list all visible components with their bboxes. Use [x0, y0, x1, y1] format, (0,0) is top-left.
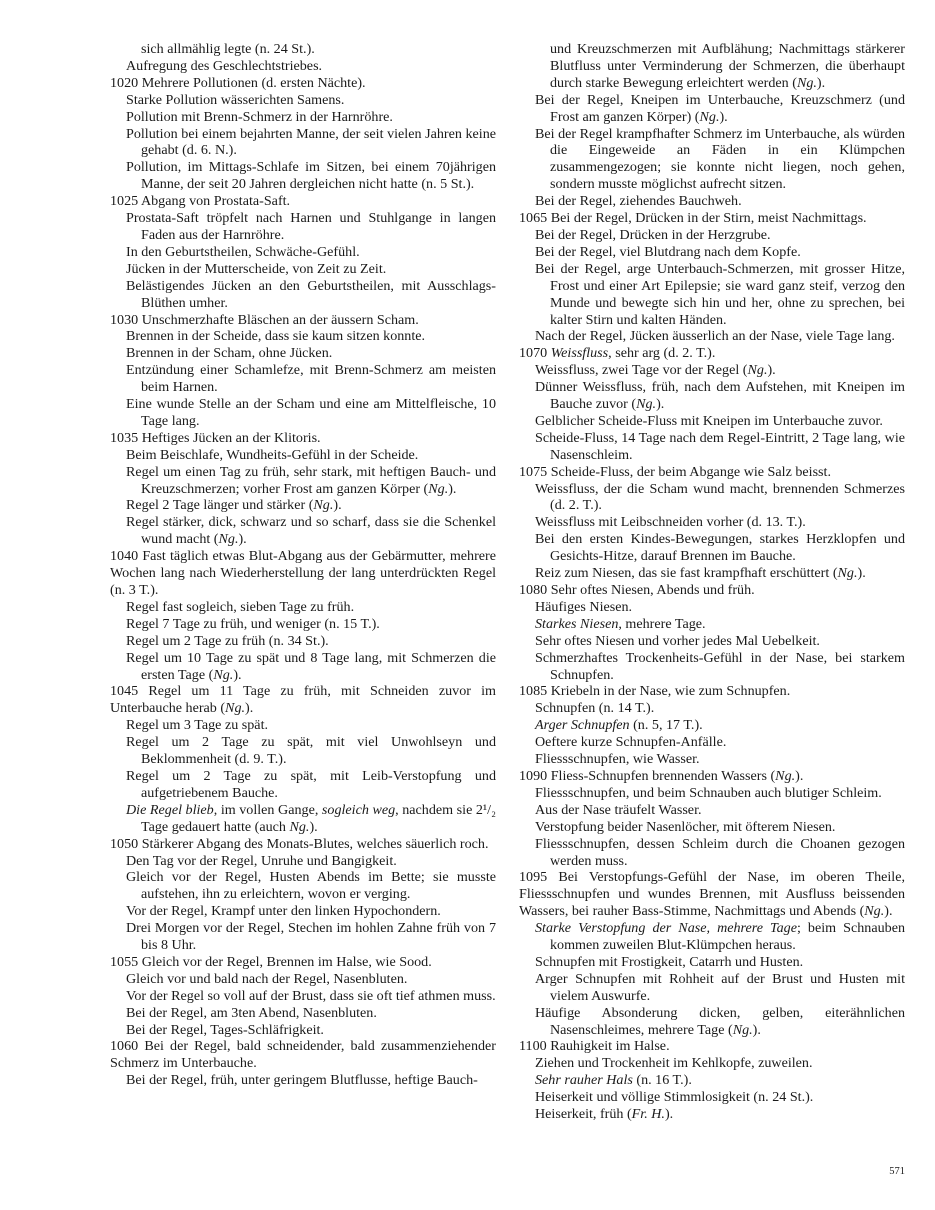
- entry-text: In den Geburtstheilen, Schwäche-Gefühl.: [126, 243, 360, 260]
- entry-number: 1060: [110, 1038, 139, 1055]
- entry-number: 1040: [110, 548, 139, 565]
- entry-text: Vor der Regel, Krampf unter den linken Hypochondern.: [126, 903, 441, 920]
- entry-text: Schnupfen (n. 14 T.).: [535, 700, 655, 717]
- entry-text: Heiserkeit, früh (Fr. H.).: [535, 1106, 674, 1123]
- entry: [110, 971, 496, 988]
- entry: [110, 362, 496, 396]
- entry: [519, 785, 905, 802]
- entry: [519, 1005, 905, 1039]
- entry: [110, 768, 496, 802]
- entry-number: 1070: [519, 345, 548, 362]
- entry: [519, 362, 905, 379]
- entry: [110, 1072, 496, 1089]
- entry: [519, 819, 905, 836]
- entry: [110, 126, 496, 160]
- entry: [110, 464, 496, 498]
- entry: [110, 650, 496, 684]
- entry-number: 1085: [519, 683, 548, 700]
- entry-text: Bei der Regel, Drücken in der Stirn, meist Nachmittags.: [550, 210, 867, 227]
- entry-text: Starke Verstopfung der Nase, mehrere Tage; beim Schnauben kommen zuweilen Blut-Klümpchen heraus.: [535, 920, 906, 954]
- entry-text: Regel um 2 Tage zu spät, mit Leib-Verstopfung und aufgetriebenem Bauche.: [126, 767, 496, 801]
- entry-text: Weissfluss, zwei Tage vor der Regel (Ng.).: [535, 362, 776, 379]
- numbered-entry: [110, 683, 496, 717]
- entry: [110, 869, 496, 903]
- entry-text: Bei Verstopfungs-Gefühl der Nase, im oberen Theile, Fliessschnupfen und wundes Brennen, mit Ausfluss beissenden Wassers, bei rauher Bass-Stimme, Nachmittags und Abends (Ng.).: [519, 869, 905, 920]
- numbered-entry: [110, 193, 496, 210]
- entry: [519, 261, 905, 329]
- entry: [110, 920, 496, 954]
- entry-text: Stärkerer Abgang des Monats-Blutes, welches säuerlich roch.: [141, 835, 489, 852]
- numbered-entry: [110, 75, 496, 92]
- entry: [519, 379, 905, 413]
- entry: [110, 802, 496, 836]
- entry-text: Regel fast sogleich, sieben Tage zu früh.: [126, 598, 355, 615]
- left-column: [110, 41, 496, 1089]
- entry: [519, 1106, 905, 1123]
- entry-text: Vor der Regel so voll auf der Brust, dass sie oft tief athmen muss.: [126, 987, 496, 1004]
- numbered-entry: [519, 345, 905, 362]
- entry: [519, 481, 905, 515]
- entry-text: Regel um 11 Tage zu früh, mit Schneiden zuvor im Unterbauche herab (Ng.).: [110, 683, 496, 717]
- entry-text: Bei der Regel, bald schneidender, bald zusammenziehender Schmerz im Unterbauche.: [110, 1038, 496, 1072]
- entry-text: Brennen in der Scham, ohne Jücken.: [126, 345, 333, 362]
- entry-text: Beim Beischlafe, Wundheits-Gefühl in der Scheide.: [126, 446, 419, 463]
- entry: [519, 92, 905, 126]
- entry: [519, 1072, 905, 1089]
- entry: [519, 1089, 905, 1106]
- entry-number: 1035: [110, 429, 139, 446]
- entry-text: Fliessschnupfen, und beim Schnauben auch blutiger Schleim.: [535, 784, 882, 801]
- entry: [110, 345, 496, 362]
- entry: [110, 109, 496, 126]
- entry: [519, 41, 905, 92]
- entry: [110, 159, 496, 193]
- entry-text: Arger Schnupfen (n. 5, 17 T.).: [535, 717, 703, 734]
- entry-text: Regel um 2 Tage zu früh (n. 34 St.).: [126, 632, 329, 649]
- entry: [110, 58, 496, 75]
- entry-text: Sehr oftes Niesen und vorher jedes Mal Uebelkeit.: [535, 632, 820, 649]
- entry: [110, 261, 496, 278]
- entry-text: Bei der Regel, arge Unterbauch-Schmerzen, mit grosser Hitze, Frost und einer Art Epilepsie; sie ward ganz steif, verzog den Munde und bewegte sich hin und her, ohne zu sprechen, bei kalter Stirn und kalten Händen.: [535, 260, 905, 328]
- entry-text: Nach der Regel, Jücken äusserlich an der Nase, viele Tage lang.: [535, 328, 895, 345]
- numbered-entry: [110, 954, 496, 971]
- entry-text: Pollution bei einem bejahrten Manne, der seit vielen Jahren keine gehabt (d. 6. N.).: [126, 125, 496, 159]
- entry-text: Schnupfen mit Frostigkeit, Catarrh und Husten.: [535, 953, 804, 970]
- numbered-entry: [519, 582, 905, 599]
- entry: [110, 1005, 496, 1022]
- entry-text: Dünner Weissfluss, früh, nach dem Aufstehen, mit Kneipen im Bauche zuvor (Ng.).: [535, 379, 905, 413]
- entry-text: Gleich vor und bald nach der Regel, Nasenbluten.: [126, 970, 408, 987]
- entry-text: Heftiges Jücken an der Klitoris.: [141, 429, 321, 446]
- entry-text: Eine wunde Stelle an der Scham und eine am Mittelfleische, 10 Tage lang.: [126, 396, 496, 429]
- entry-number: 1045: [110, 683, 139, 700]
- entry-text: Bei der Regel krampfhafter Schmerz im Unterbauche, als würden die Eingeweide an Fäden in ein Klümpchen zusammengezogen; sie konnte nicht liegen, noch gehen, sondern musste möglichst aufrecht sitzen.: [535, 125, 905, 193]
- entry-text: Fliessschnupfen, dessen Schleim durch die Choanen gezogen werden muss.: [535, 835, 905, 869]
- entry-text: Pollution, im Mittags-Schlafe im Sitzen, bei einem 70jährigen Manne, der seit 20 Jahren dergleichen nicht hatte (n. 5 St.).: [126, 159, 496, 193]
- entry: [519, 717, 905, 734]
- entry-text: Fliessschnupfen, wie Wasser.: [535, 751, 700, 768]
- entry: [110, 903, 496, 920]
- entry: [519, 430, 905, 464]
- entry-text: Bei der Regel, viel Blutdrang nach dem Kopfe.: [535, 243, 801, 260]
- numbered-entry: [110, 312, 496, 329]
- entry-text: Mehrere Pollutionen (d. ersten Nächte).: [141, 74, 366, 91]
- entry: [110, 514, 496, 548]
- entry-text: Häufige Absonderung dicken, gelben, eiterähnlichen Nasenschleimes, mehrere Tage (Ng.).: [535, 1004, 905, 1038]
- entry-text: Starkes Niesen, mehrere Tage.: [535, 615, 706, 632]
- entry-text: Fliess-Schnupfen brennenden Wassers (Ng.).: [550, 767, 804, 784]
- numbered-entry: [519, 464, 905, 481]
- entry-text: Heiserkeit und völlige Stimmlosigkeit (n. 24 St.).: [535, 1089, 814, 1106]
- entry-text: Reiz zum Niesen, das sie fast krampfhaft erschüttert (Ng.).: [535, 565, 866, 582]
- page-number: 571: [889, 1166, 905, 1177]
- entry: [110, 396, 496, 430]
- entry-number: 1020: [110, 74, 139, 91]
- entry-text: Jücken in der Mutterscheide, von Zeit zu Zeit.: [126, 260, 387, 277]
- entry: [110, 328, 496, 345]
- entry-text: Scheide-Fluss, 14 Tage nach dem Regel-Eintritt, 2 Tage lang, wie Nasenschleim.: [535, 429, 905, 463]
- entry-text: Bei der Regel, Kneipen im Unterbauche, Kreuzschmerz (und Frost am ganzen Körper) (Ng.).: [535, 91, 905, 125]
- entry-text: Unschmerzhafte Bläschen an der äussern Scham.: [141, 311, 419, 328]
- entry-text: Bei der Regel, früh, unter geringem Blutflusse, heftige Bauch-: [126, 1072, 478, 1089]
- entry: [519, 616, 905, 633]
- numbered-entry: [519, 683, 905, 700]
- entry: [110, 447, 496, 464]
- entry-text: Die Regel blieb, im vollen Gange, sogleich weg, nachdem sie 2¹/₂ Tage gedauert hatte (auch Ng.).: [126, 801, 496, 835]
- entry-text: Bei den ersten Kindes-Bewegungen, starkes Herzklopfen und Gesichts-Hitze, darauf Brennen im Bauche.: [535, 531, 905, 565]
- entry: [519, 413, 905, 430]
- entry: [519, 836, 905, 870]
- entry: [110, 41, 496, 58]
- entry-number: 1055: [110, 953, 139, 970]
- entry: [519, 650, 905, 684]
- entry-number: 1050: [110, 835, 139, 852]
- entry: [519, 328, 905, 345]
- entry: [519, 920, 905, 954]
- entry: [110, 244, 496, 261]
- entry-text: Sehr oftes Niesen, Abends und früh.: [550, 582, 755, 598]
- entry-text: Aus der Nase träufelt Wasser.: [535, 801, 702, 818]
- numbered-entry: [519, 1038, 905, 1055]
- entry-text: Bei der Regel, Drücken in der Herzgrube.: [535, 226, 771, 243]
- entry-text: Schmerzhaftes Trockenheits-Gefühl in der Nase, bei starkem Schnupfen.: [535, 649, 905, 683]
- entry-number: 1100: [519, 1038, 547, 1055]
- entry: [110, 633, 496, 650]
- entry-text: Regel 7 Tage zu früh, und weniger (n. 15 T.).: [126, 615, 380, 632]
- entry-text: Arger Schnupfen mit Rohheit auf der Brust und Husten mit vielem Auswurfe.: [535, 970, 905, 1004]
- entry-text: Fast täglich etwas Blut-Abgang aus der Gebärmutter, mehrere Wochen lang nach Wiederherstellung der lang unterdrückten Regel (n. 3 T.).: [110, 548, 496, 598]
- entry-text: Regel 2 Tage länger und stärker (Ng.).: [126, 497, 342, 514]
- numbered-entry: [110, 1038, 496, 1072]
- entry-text: Weissfluss, sehr arg (d. 2. T.).: [550, 345, 716, 362]
- entry-text: Weissfluss, der die Scham wund macht, brennenden Schmerzes (d. 2. T.).: [535, 480, 905, 514]
- entry: [110, 616, 496, 633]
- entry-text: Häufiges Niesen.: [535, 598, 633, 615]
- entry: [519, 244, 905, 261]
- entry-text: Regel stärker, dick, schwarz und so scharf, dass sie die Schenkel wund macht (Ng.).: [126, 514, 496, 548]
- entry-text: Prostata-Saft tröpfelt nach Harnen und Stuhlgange in langen Faden aus der Harnröhre.: [126, 210, 496, 243]
- entry-number: 1075: [519, 463, 548, 480]
- entry-number: 1090: [519, 767, 548, 784]
- entry: [110, 734, 496, 768]
- entry: [519, 1055, 905, 1072]
- entry-number: 1025: [110, 193, 139, 210]
- entry-number: 1065: [519, 210, 548, 227]
- entry: [519, 531, 905, 565]
- entry-text: Bei der Regel, Tages-Schläfrigkeit.: [126, 1021, 324, 1038]
- numbered-entry: [519, 869, 905, 920]
- entry-number: 1080: [519, 582, 548, 598]
- entry-text: Rauhigkeit im Halse.: [550, 1038, 670, 1055]
- entry: [519, 514, 905, 531]
- entry: [110, 497, 496, 514]
- entry-text: Gelblicher Scheide-Fluss mit Kneipen im Unterbauche zuvor.: [535, 412, 883, 429]
- entry-text: Weissfluss mit Leibschneiden vorher (d. 13. T.).: [535, 514, 806, 531]
- numbered-entry: [110, 548, 496, 599]
- entry-text: Sehr rauher Hals (n. 16 T.).: [535, 1072, 692, 1089]
- entry-number: 1030: [110, 311, 139, 328]
- entry-text: Brennen in der Scheide, dass sie kaum sitzen konnte.: [126, 328, 426, 345]
- entry: [110, 210, 496, 244]
- entry: [110, 278, 496, 312]
- entry: [110, 92, 496, 109]
- entry: [519, 971, 905, 1005]
- entry-text: Oeftere kurze Schnupfen-Anfälle.: [535, 734, 727, 751]
- entry-text: Drei Morgen vor der Regel, Stechen im hohlen Zahne früh von 7 bis 8 Uhr.: [126, 920, 496, 954]
- entry-text: Belästigendes Jücken an den Geburtstheilen, mit Ausschlags-Blüthen umher.: [126, 277, 496, 311]
- entry-text: Ziehen und Trockenheit im Kehlkopfe, zuweilen.: [535, 1055, 813, 1072]
- entry-text: Regel um 2 Tage zu spät, mit viel Unwohlseyn und Beklommenheit (d. 9. T.).: [126, 734, 496, 768]
- entry-text: Regel um einen Tag zu früh, sehr stark, mit heftigen Bauch- und Kreuzschmerzen; vorher Frost am ganzen Körper (Ng.).: [126, 463, 496, 497]
- entry-text: Den Tag vor der Regel, Unruhe und Bangigkeit.: [126, 852, 397, 869]
- entry-text: Regel um 3 Tage zu spät.: [126, 717, 269, 734]
- entry: [110, 717, 496, 734]
- right-column: [519, 41, 905, 1123]
- entry-text: Abgang von Prostata-Saft.: [140, 193, 291, 210]
- entry: [519, 565, 905, 582]
- entry-text: und Kreuzschmerzen mit Aufblähung; Nachmittags stärkerer Blutfluss unter Verminderung der Schmerzen, die überhaupt durch starke Bewegung erleichtert werden (Ng.).: [550, 41, 905, 91]
- entry-text: Gleich vor der Regel, Husten Abends im Bette; sie musste aufstehen, ihn zu erleichtern, wovon er verging.: [126, 869, 496, 903]
- entry-text: Starke Pollution wässerichten Samens.: [126, 91, 345, 108]
- entry-number: 1095: [519, 869, 548, 886]
- numbered-entry: [110, 836, 496, 853]
- entry-text: Bei der Regel, ziehendes Bauchweh.: [535, 193, 742, 210]
- entry: [519, 700, 905, 717]
- entry: [519, 802, 905, 819]
- entry: [110, 1022, 496, 1039]
- entry: [519, 599, 905, 616]
- numbered-entry: [519, 768, 905, 785]
- entry: [519, 954, 905, 971]
- entry-text: Gleich vor der Regel, Brennen im Halse, wie Sood.: [141, 953, 432, 970]
- entry: [110, 599, 496, 616]
- entry-text: Regel um 10 Tage zu spät und 8 Tage lang, mit Schmerzen die ersten Tage (Ng.).: [126, 649, 496, 683]
- entry-text: Aufregung des Geschlechtstriebes.: [126, 57, 323, 74]
- entry: [110, 853, 496, 870]
- entry-text: Scheide-Fluss, der beim Abgange wie Salz beisst.: [550, 463, 831, 480]
- entry: [519, 633, 905, 650]
- entry: [519, 227, 905, 244]
- entry-text: Verstopfung beider Nasenlöcher, mit öfterem Niesen.: [535, 818, 836, 835]
- entry: [519, 126, 905, 194]
- entry: [519, 734, 905, 751]
- entry-text: sich allmählig legte (n. 24 St.).: [141, 41, 315, 57]
- numbered-entry: [519, 210, 905, 227]
- entry: [519, 193, 905, 210]
- entry: [519, 751, 905, 768]
- entry: [110, 988, 496, 1005]
- entry-text: Kriebeln in der Nase, wie zum Schnupfen.: [550, 683, 791, 700]
- numbered-entry: [110, 430, 496, 447]
- entry-text: Entzündung einer Schamlefze, mit Brenn-Schmerz am meisten beim Harnen.: [126, 362, 496, 396]
- entry-text: Bei der Regel, am 3ten Abend, Nasenbluten.: [126, 1004, 377, 1021]
- entry-text: Pollution mit Brenn-Schmerz in der Harnröhre.: [126, 108, 393, 125]
